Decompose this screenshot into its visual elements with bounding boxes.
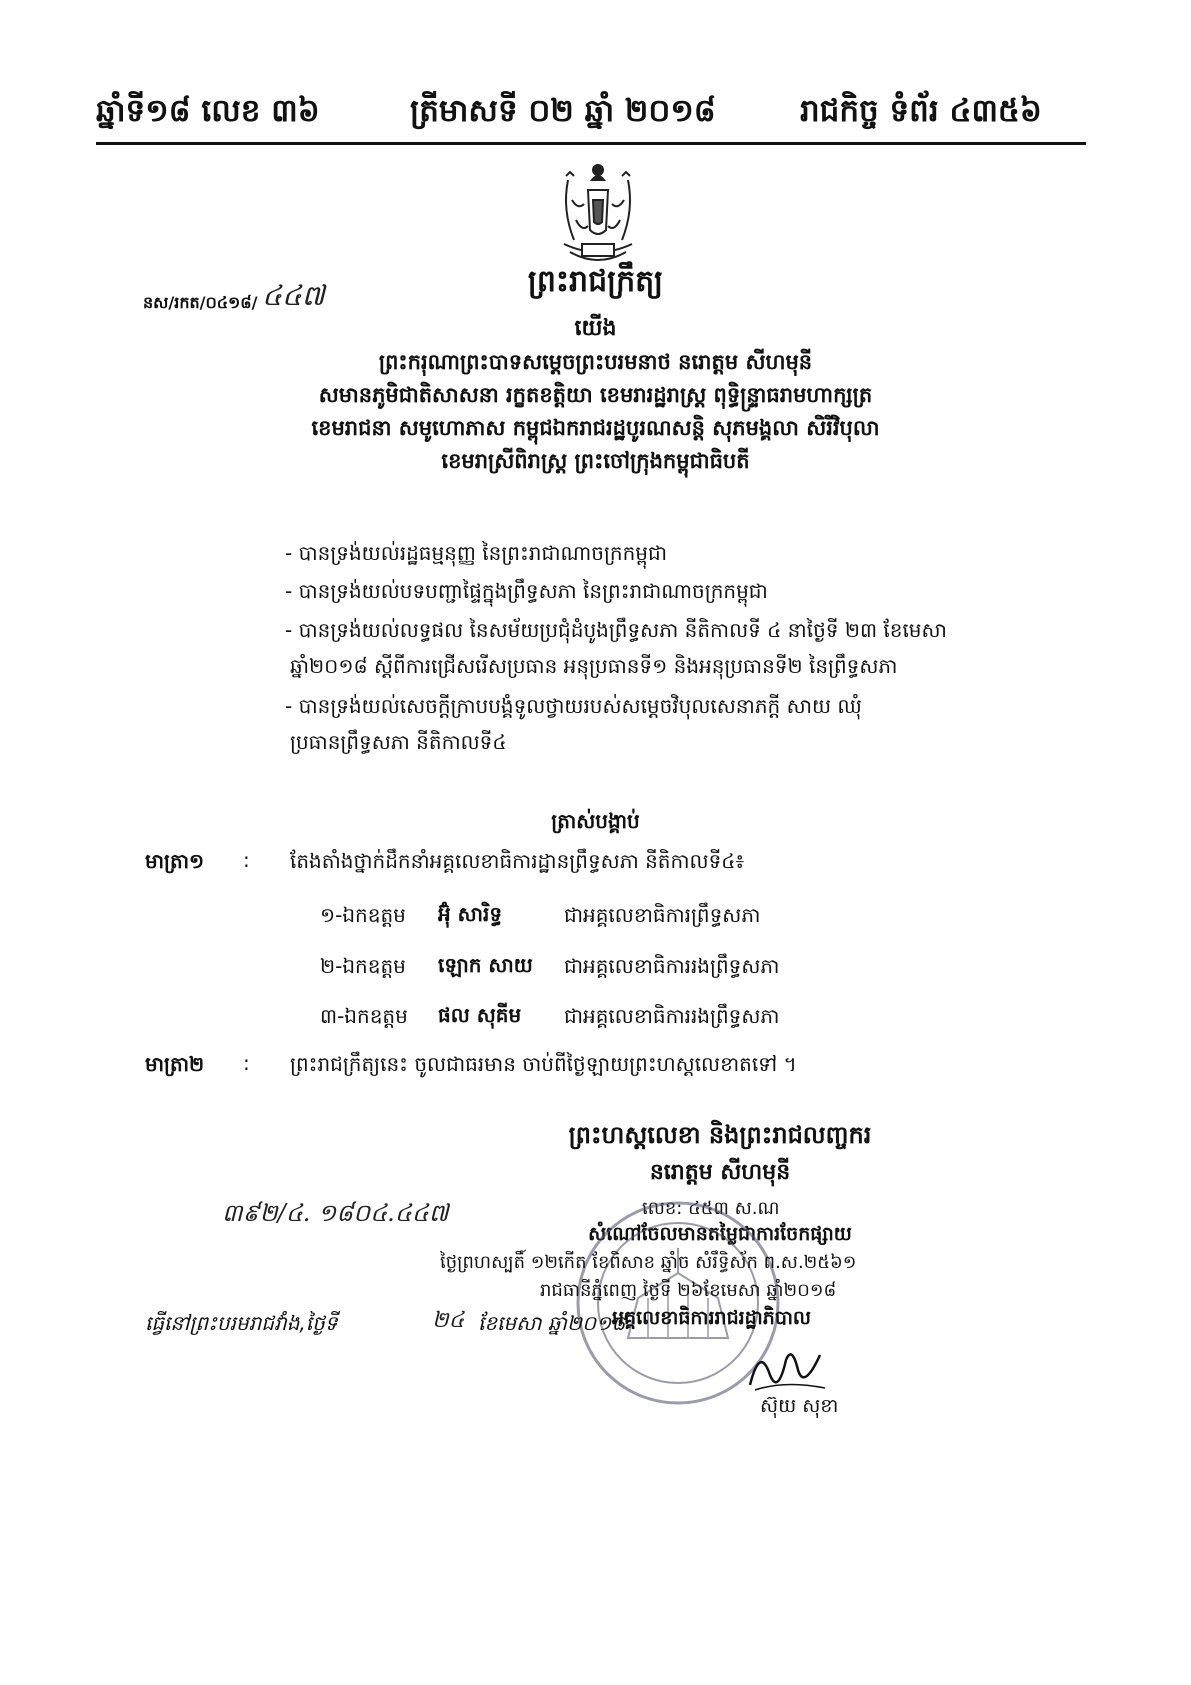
- appointment-2-role: ជាអគ្គលេខាធិការរងព្រឹទ្ធសភា: [564, 954, 780, 978]
- gazette-quarter: ត្រីមាសទី ០២ ឆ្នាំ ២០១៨: [410, 93, 716, 129]
- appointment-1-number: ១-ឯកឧត្តម: [320, 903, 406, 927]
- king-title-line-3: ខេមរាជនា សមូហោភាស កម្ពុជឯករាជរដ្ឋបូរណសន្តិ សុភមង្គលា សិរីវិបុលា: [311, 416, 880, 440]
- royal-number: លេខ: ៤៥៣ ស.ណ: [642, 1198, 780, 1219]
- made-at-suffix: ខែមេសា ឆ្នាំ២០១៨: [478, 1311, 626, 1335]
- king-title-line-1: ព្រះករុណាព្រះបាទសម្តេចព្រះបរមនាថ នរោត្តម សីហមុនី: [378, 350, 813, 374]
- appointment-2-name: ឡោក សាយ: [438, 953, 533, 977]
- appointment-3-number: ៣-ឯកឧត្តម: [320, 1004, 408, 1028]
- secretary-general-office: អគ្គលេខាធិការរាជរដ្ឋាភិបាល: [612, 1307, 811, 1329]
- king-title-line-2: សមានភូមិជាតិសាសនា រក្ខតខត្តិយា ខេមរារដ្ឋរាស្ត្រ ពុទ្ធិន្ទ្រាធរាមហាក្សត្រ: [318, 383, 873, 407]
- reference-handwritten: ៤៤៧: [262, 279, 325, 312]
- appointment-1-name: អ៊ុំ សារិទ្ធ: [438, 902, 503, 926]
- consideration-3: - បានទ្រង់យល់លទ្ធផល នៃសម័យប្រជុំដំបូងព្រឹទ្ធសភា នីតិកាលទី ៤ នាថ្ងៃទី ២៣ ខែមេសា: [285, 618, 947, 642]
- article-1-text: តែងតាំងថ្នាក់ដឹកនាំអគ្គលេខាធិការដ្ឋានព្រឹទ្ធសភា នីតិកាលទី៤៖: [290, 849, 745, 873]
- made-at-day: ២៤: [432, 1308, 465, 1333]
- lunar-date: ថ្ងៃព្រហស្បតិ៍ ១២កើត ខែពិសាខ ឆ្នាំច សំរឹទ្ធិស័ក ព.ស.២៥៦១: [440, 1252, 857, 1273]
- consideration-1: - បានទ្រង់យល់រដ្ឋធម្មនុញ្ញ នៃព្រះរាជាណាចក្រកម្ពុជា: [285, 541, 668, 565]
- appointment-3-name: ផល សុគីម: [438, 1003, 522, 1027]
- article-1-colon: :: [243, 848, 250, 872]
- article-2-colon: :: [243, 1051, 250, 1075]
- made-at-prefix: ធ្វើនៅព្រះបរមរាជវាំង,ថ្ងៃទី: [145, 1311, 338, 1335]
- decides-heading: ត្រាស់បង្គាប់: [551, 809, 640, 833]
- article-1-label: មាត្រា១: [145, 849, 205, 873]
- consideration-4: - បានទ្រង់យល់សេចក្តីក្រាបបង្គំទូលថ្វាយរបស់សម្តេចវិបុលសេនាភក្តី សាយ ឈុំ: [285, 694, 862, 718]
- king-name: នរោត្តម សីហមុនី: [649, 1160, 791, 1185]
- reference-number: នស/រកត/០៤១៨/: [143, 293, 258, 312]
- appointment-1-role: ជាអគ្គលេខាធិការព្រឹទ្ធសភា: [564, 903, 761, 927]
- we-heading: យើង: [574, 316, 617, 341]
- gazette-issue: ឆ្នាំទី១៨ លេខ ៣៦: [96, 93, 320, 129]
- consideration-4-cont: ប្រធានព្រឹទ្ធសភា នីតិកាលទី៤: [290, 730, 507, 754]
- appointment-2-number: ២-ឯកឧត្តម: [320, 954, 406, 978]
- gazette-page: រាជកិច្ច ទំព័រ ៤៣៥៦: [800, 93, 1042, 129]
- royal-coat-of-arms-icon: [548, 160, 648, 270]
- appointment-3-role: ជាអគ្គលេខាធិការរងព្រឹទ្ធសភា: [564, 1004, 780, 1028]
- consideration-3-cont: ឆ្នាំ២០១៨ ស្តីពីការជ្រើសរើសប្រធាន អនុប្រធានទី១ និងអនុប្រធានទី២ នៃព្រឹទ្ធសភា: [290, 654, 898, 678]
- royal-signature-title: ព្រះហស្តលេខា និងព្រះរាជលញ្ចករ: [568, 1121, 872, 1149]
- header-rule: [96, 142, 1086, 145]
- city-date: រាជធានីភ្នំពេញ ថ្ងៃទី ២៦ខែមេសា ឆ្នាំ២០១៨: [540, 1280, 837, 1301]
- handwritten-reference: ៣៩២/៤. ១៨០៤.៤៤៧: [222, 1199, 449, 1227]
- article-2-text: ព្រះរាជក្រឹត្យនេះ ចូលជាធរមាន ចាប់ពីថ្ងៃឡាយព្រះហស្តលេខាតទៅ ។: [290, 1052, 797, 1076]
- signer-name: ស៊ុយ សុខា: [760, 1395, 839, 1417]
- consideration-2: - បានទ្រង់យល់បទបញ្ជាផ្ទៃក្នុងព្រឹទ្ធសភា នៃព្រះរាជាណាចក្រកម្ពុជា: [285, 579, 768, 603]
- article-2-label: មាត្រា២: [145, 1052, 205, 1076]
- copy-title: សំណៅចែលមានតម្លៃជាការចែកផ្សាយ: [588, 1223, 852, 1245]
- decree-title: ព្រះរាជក្រឹត្យ: [527, 264, 664, 299]
- handwritten-signature-icon: [740, 1340, 830, 1400]
- king-title-line-4: ខេមរាស្រីពិរាស្ត្រ ព្រះចៅក្រុងកម្ពុជាធិបតី: [441, 449, 750, 473]
